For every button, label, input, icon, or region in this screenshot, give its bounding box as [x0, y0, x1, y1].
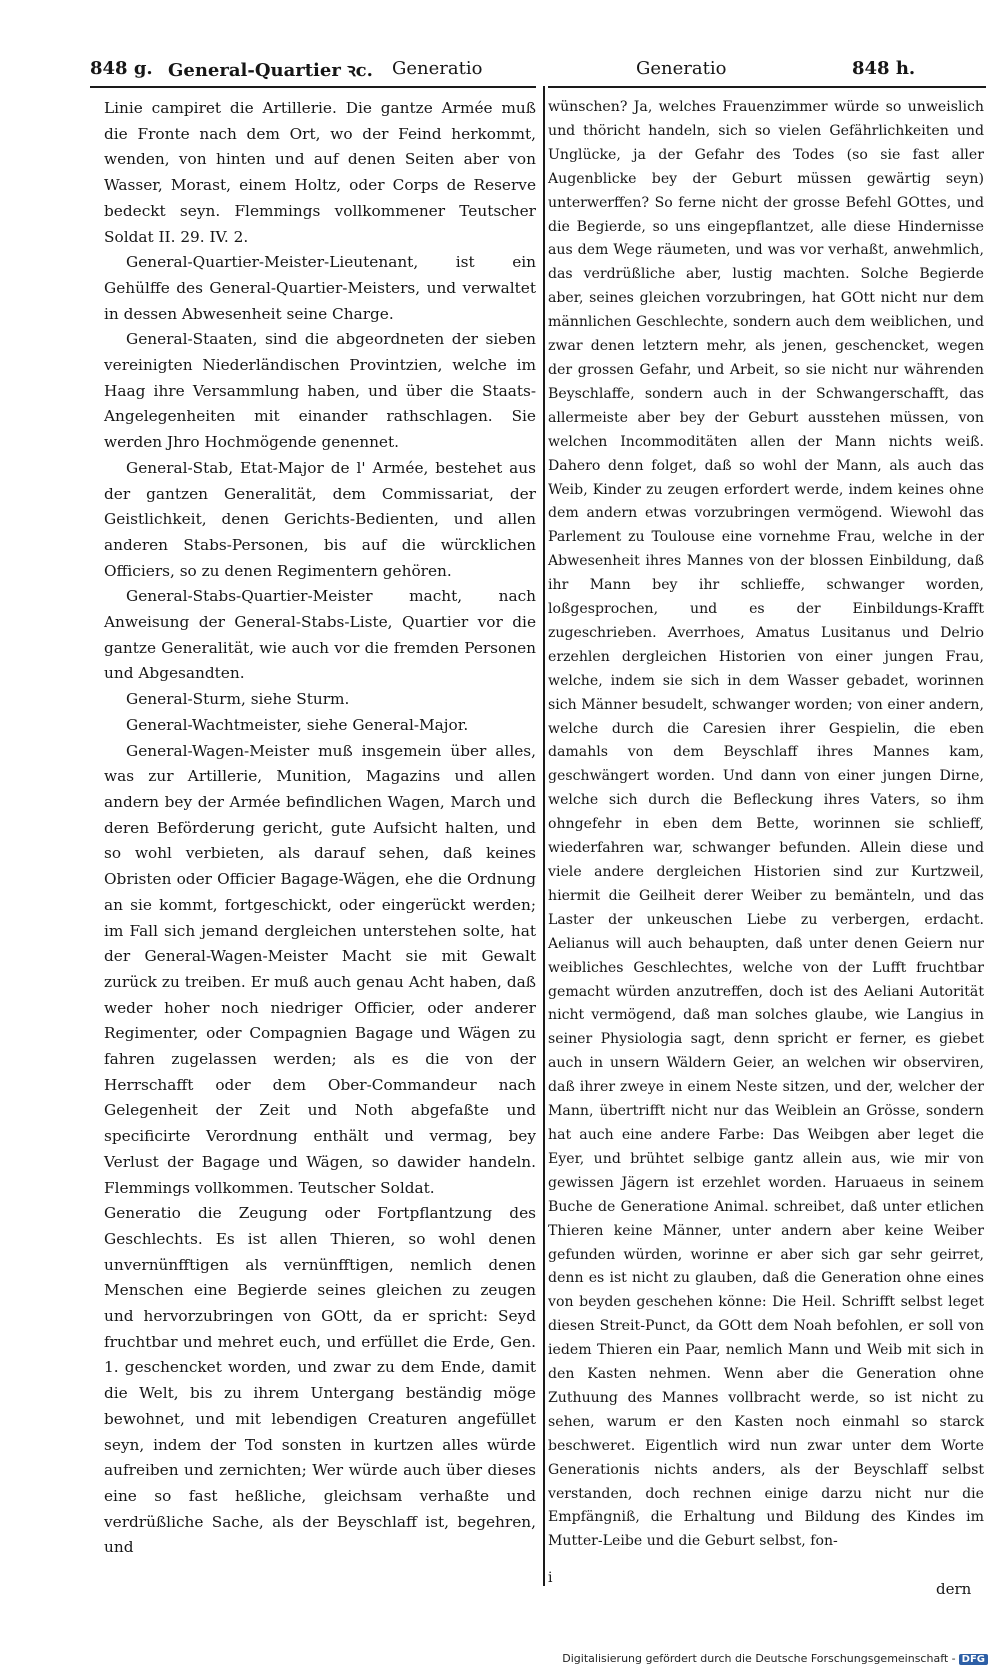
- left-running-head: General-Quartier ꝛc.: [168, 60, 373, 81]
- dfg-logo[interactable]: DFG: [959, 1654, 988, 1665]
- margin-mark: i: [548, 1570, 553, 1586]
- paragraph: General-Stabs-Quartier-Meister macht, nach Anweisung der General-Stabs-Liste, Quartier vor die gantze Generalität, wie auch vor die fremden Personen und Abgesandten.: [104, 587, 536, 683]
- paragraph: General-Sturm, siehe Sturm.: [126, 690, 350, 709]
- right-catchword-head: Generatio: [636, 58, 727, 79]
- paragraph: General-Wagen-Meister muß insgemein über alles, was zur Artillerie, Munition, Magazins und allen andern bey der Armée befindlichen Wagen, March und deren Beförderung gericht, gute Aufsicht halten, und so wohl verbieten, als darauf sehen, daß keines Obristen oder Officier Bagage-Wägen, ehe die Ordnung an sie kommt, fortgeschickt, oder eingerückt werden; im Fall sich jemand dergleichen unterstehen solte, hat der General-Wagen-Meister Macht sie mit Gewalt zurück zu treiben. Er muß auch genau Acht haben, daß weder hoher noch niedriger Officier, oder anderer Regimenter, oder Compagnien Bagage und Wägen zu fahren zugelassen werden; als es die von der Herrschafft oder dem Ober-Commandeur nach Gelegenheit der Zeit und Noth abgefaßte und specificirte Verordnung enthält und vermag, bey Verlust der Bagage und Wägen, so dawider handeln. Flemmings vollkommen. Teutscher Soldat.: [104, 741, 536, 1197]
- column-divider: [543, 86, 545, 1586]
- right-column: [548, 96, 984, 1554]
- paragraph: Linie campiret die Artillerie. Die gantze Armée muß die Fronte nach dem Ort, wo der Feind herkommt, wenden, von hinten und auf denen Seiten aber von Wasser, Morast, einem Holtz, oder Corps de Reserve bedeckt seyn. Flemmings vollkommener Teutscher Soldat II. 29. IV. 2.: [104, 99, 536, 246]
- left-column: [104, 96, 536, 1561]
- paragraph: wünschen? Ja, welches Frauenzimmer würde so unweislich und thöricht handeln, sich so vielen Gefährlichkeiten und Unglücke, ja der Gefahr des Todes (so sie fast aller Augenblicke bey der Geburt müssen gewärtig seyn) unterwerffen? So ferne nicht der grosse Befehl GOttes, und die Begierde, so uns eingepflantzet, alle diese Hindernisse aus dem Wege räumeten, und was vor verhaßt, anwehmlich, das verdrüßliche aber, lustig machten. Solche Begierde aber, seines gleichen vorzubringen, hat GOtt nicht nur dem männlichen Geschlechte, sondern auch dem weiblichen, und zwar denen letztern mehr, als jenen, geschencket, wegen der grossen Gefahr, und Arbeit, so sie nicht nur währenden Beyschlaffe, sondern auch in der Schwangerschafft, das allermeiste aber bey der Geburt ausstehen müssen, von welchen Incommoditäten allen der Mann nichts weiß. Dahero denn folget, daß so wohl der Mann, als auch das Weib, Kinder zu zeugen erfordert werde, indem keines ohne dem andern etwas vorzubringen vermögend. Wiewohl das Parlement zu Toulouse eine vornehme Frau, welche in der Abwesenheit ihres Mannes von der blossen Einbildung, daß ihr Mann bey ihr schlieffe, schwanger worden, loßgesprochen, und es der Einbildungs-Krafft zugeschrieben. Averrhoes, Amatus Lusitanus und Delrio erzehlen dergleichen Historien von einer jungen Frau, welche, indem sie sich in dem Wasser gebadet, worinnen sich Männer besudelt, schwanger worden; von einer andern, welche durch die Caresien ihrer Gespielin, die eben damahls von dem Beyschlaff ihres Mannes kam, geschwängert worden. Und dann von einer jungen Dirne, welche sich durch die Befleckung ihres Vaters, so ihm ohngefehr in eben dem Bette, worinnen sie schlieff, wiederfahren war, schwanger befunden. Allein diese und viele andere dergleichen Historien sind zur Kurtzweil, hiermit die Geilheit derer Weiber zu bemänteln, und das Laster der unkeuschen Liebe zu verbergen, erdacht. Aelianus will auch behaupten, daß unter denen Geiern nur weibliches Geschlechtes, welche von der Lufft fruchtbar gemacht würden anzutreffen, doch ist des Aeliani Autorität nicht vermögend, daß man solches glaube, wie Langius in seiner Physiologia sagt, denn spricht er ferner, es giebet auch in unsern Wäldern Geier, an welchen wir observiren, daß ihrer zweye in einem Neste sitzen, und der, welcher der Mann, übertrifft nicht nur das Weiblein an Grösse, sondern hat auch eine andere Farbe: Das Weibgen aber leget die Eyer, und brühtet selbige gantz allein aus, wie mir von gewissen Jägern ist erzehlet worden. Haruaeus in seinem Buche de Generatione Animal. schreibet, daß unter etlichen Thieren keine Männer, unter andern aber keine Weiber gefunden würden, worinne er aber sich gar sehr geirret, denn es ist nicht zu glauben, daß die Generation ohne eines von beyden geschehen könne: Die Heil. Schrifft selbst leget diesen Streit-Punct, da GOtt dem Noah befohlen, er soll von iedem Thieren ein Paar, nemlich Mann und Weib mit sich in den Kasten nehmen. Wenn aber die Generation ohne Zuthuung des Mannes vollbracht werde, so ist nicht zu sehen, warum er den Kasten noch einmahl so starck beschweret. Eigentlich wird nun zwar unter dem Worte Generationis nichts anders, als der Beyschlaff selbst verstanden, doch rechnen einige darzu nicht nur die Empfängniß, die Erhaltung und Bildung des Kindes im Mutter-Leibe und die Geburt selbst, fon-: [548, 99, 984, 1550]
- paragraph: General-Quartier-Meister-Lieutenant, ist ein Gehülffe des General-Quartier-Meisters, und verwaltet in dessen Abwesenheit seine Charge.: [104, 253, 536, 323]
- paragraph: General-Staaten, sind die abgeordneten der sieben vereinigten Niederländischen Provintzien, welche im Haag ihre Versammlung haben, und über die Staats-Angelegenheiten mit einander rathschlagen. Sie werden Jhro Hochmögende genennet.: [104, 330, 536, 452]
- right-header-rule: [548, 86, 986, 88]
- right-page-number: 848 h.: [852, 58, 916, 79]
- paragraph: General-Stab, Etat-Major de l' Armée, bestehet aus der gantzen Generalität, dem Commissariat, der Geistlichkeit, denen Gerichts-Bedienten, und allen anderen Stabs-Personen, bis auf die würcklichen Officiers, so zu denen Regimentern gehören.: [104, 458, 536, 580]
- footer-text: Digitalisierung gefördert durch die Deutsche Forschungsgemeinschaft -: [562, 1652, 956, 1665]
- left-header-rule: [90, 86, 536, 88]
- catchword: dern: [936, 1580, 972, 1598]
- paragraph: Generatio die Zeugung oder Fortpflantzung des Geschlechts. Es ist allen Thieren, so wohl denen unvernünfftigen als vernünfftigen, nemlich denen Menschen eine Begierde seines gleichen zu zeugen und hervorzubringen von GOtt, da er spricht: Seyd fruchtbar und mehret euch, und erfüllet die Erde, Gen. 1. geschencket worden, und zwar zu dem Ende, damit die Welt, bis zu ihrem Untergang beständig möge bewohnet, und mit lebendigen Creaturen angefüllet seyn, indem der Tod sonsten in kurtzen alles würde aufreiben und zernichten; Wer würde auch über dieses eine so fast heßliche, gleichsam verhaßte und verdrüßliche Sache, als der Beyschlaff ist, begehren, und: [104, 1204, 536, 1557]
- left-catchword-head: Generatio: [392, 58, 483, 79]
- paragraph: General-Wachtmeister, siehe General-Major.: [126, 715, 469, 734]
- left-page-number: 848 g.: [90, 58, 153, 79]
- digitization-footer: [562, 1652, 988, 1665]
